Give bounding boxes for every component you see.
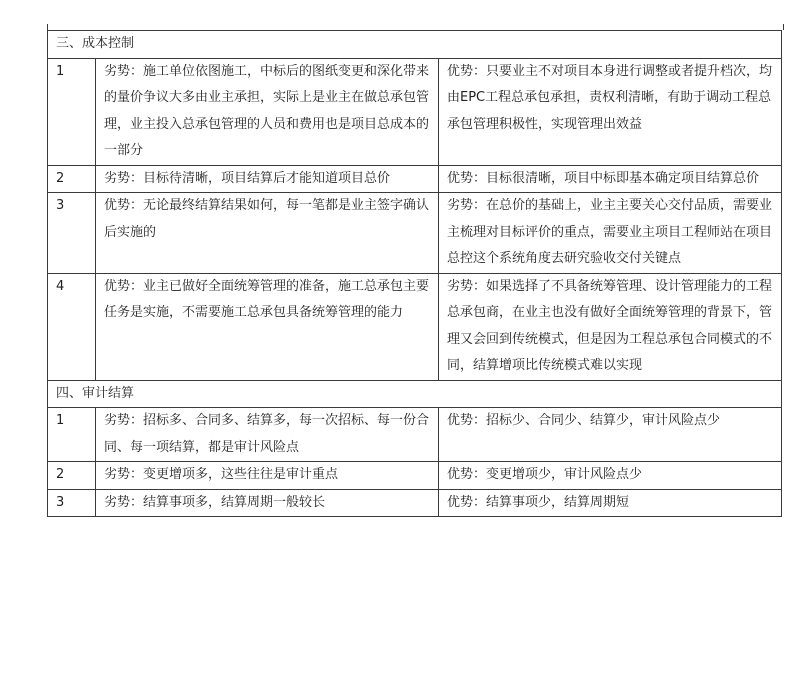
traditional-cell: 优势：无论最终结算结果如何，每一笔都是业主签字确认后实施的 [96, 193, 439, 274]
table-row [48, 408, 782, 462]
section-header-row [48, 380, 782, 408]
table-row [48, 273, 782, 380]
section-title: 三、成本控制 [48, 31, 782, 59]
epc-cell: 优势：目标很清晰，项目中标即基本确定项目结算总价 [439, 165, 782, 193]
table-row [48, 165, 782, 193]
table-row [48, 489, 782, 517]
section-header-row [48, 31, 782, 59]
row-number: 3 [48, 193, 96, 274]
epc-cell: 劣势：在总价的基础上，业主主要关心交付品质，需要业主梳理对目标评价的重点，需要业主项目工程师站在项目总控这个系统角度去研究验收交付关键点 [439, 193, 782, 274]
table-row [48, 193, 782, 274]
traditional-cell: 劣势：变更增项多，这些往往是审计重点 [96, 462, 439, 490]
traditional-cell: 劣势：结算事项多，结算周期一般较长 [96, 489, 439, 517]
row-number: 4 [48, 273, 96, 380]
row-number: 2 [48, 165, 96, 193]
epc-cell: 优势：只要业主不对项目本身进行调整或者提升档次，均由EPC工程总承包承担，责权利清晰，有助于调动工程总承包管理积极性，实现管理出效益 [439, 58, 782, 165]
table-row [48, 58, 782, 165]
row-number: 2 [48, 462, 96, 490]
section-title: 四、审计结算 [48, 380, 782, 408]
epc-cell: 优势：招标少、合同少、结算少，审计风险点少 [439, 408, 782, 462]
comparison-table [47, 30, 782, 517]
traditional-cell: 劣势：目标待清晰，项目结算后才能知道项目总价 [96, 165, 439, 193]
row-number: 3 [48, 489, 96, 517]
epc-cell: 优势：结算事项少，结算周期短 [439, 489, 782, 517]
table-row [48, 462, 782, 490]
row-number: 1 [48, 58, 96, 165]
row-number: 1 [48, 408, 96, 462]
traditional-cell: 优势：业主已做好全面统筹管理的准备，施工总承包主要任务是实施，不需要施工总承包具备统筹管理的能力 [96, 273, 439, 380]
traditional-cell: 劣势：招标多、合同多、结算多，每一次招标、每一份合同、每一项结算，都是审计风险点 [96, 408, 439, 462]
traditional-cell: 劣势：施工单位依图施工，中标后的图纸变更和深化带来的量价争议大多由业主承担，实际上是业主在做总承包管理，业主投入总承包管理的人员和费用也是项目总成本的一部分 [96, 58, 439, 165]
epc-cell: 劣势：如果选择了不具备统筹管理、设计管理能力的工程总承包商，在业主也没有做好全面统筹管理的背景下，管理又会回到传统模式，但是因为工程总承包合同模式的不同，结算增项比传统模式难以实现 [439, 273, 782, 380]
epc-cell: 优势：变更增项少，审计风险点少 [439, 462, 782, 490]
